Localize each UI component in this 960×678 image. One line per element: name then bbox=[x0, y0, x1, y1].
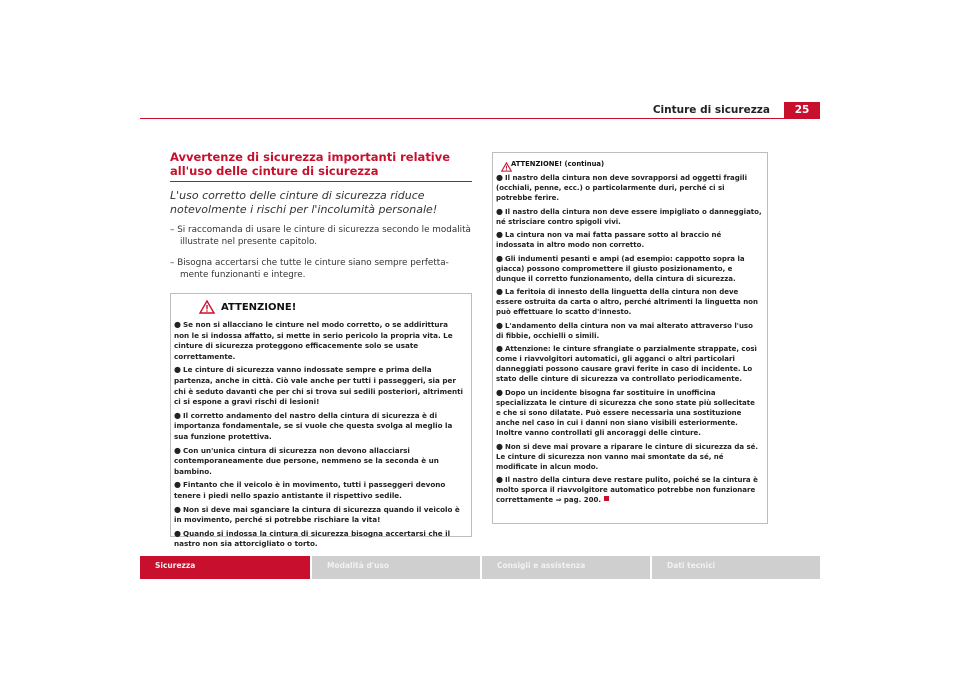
warning-item: ● Il nastro della cintura non deve sovrapporsi ad oggetti fragili (occhiali, penne, ecc.) o particolarmente duri, perché ci si potrebbe ferire. bbox=[496, 173, 747, 203]
section-intro: L'uso corretto delle cinture di sicurezza riduce notevolmente i rischi per l'incolumità personale! bbox=[170, 189, 438, 216]
page-number: 25 bbox=[784, 102, 820, 119]
warning-box-continued bbox=[492, 152, 768, 524]
warning-item: ● Il corretto andamento del nastro della cintura di sicurezza è di importanza fondamentale, se si vuole che questa svolga al meglio la sua funzione protettiva. bbox=[174, 410, 453, 441]
section-title-rule bbox=[170, 181, 472, 182]
warning-title: ATTENZIONE! bbox=[221, 302, 297, 313]
instruction-item: – Si raccomanda di usare le cinture di sicurezza secondo le modalità illustrate nel presente capitolo. bbox=[170, 225, 471, 247]
end-of-section-marker bbox=[604, 496, 609, 501]
warning-triangle-icon bbox=[199, 299, 215, 318]
warning-item: ● Attenzione: le cinture sfrangiate o parzialmente strappate, così come i riavvolgitori automatici, gli agganci o altri particolari danneggiati possono causare gravi ferite in caso di incidente. Lo stato delle cinture di sicurezza va controllato periodicamente. bbox=[496, 344, 757, 384]
page-reference-link[interactable]: ⇒ pag. 200. bbox=[555, 496, 602, 505]
section-title: Avvertenze di sicurezza importanti relative all'uso delle cinture di sicurezza bbox=[170, 150, 451, 178]
tab-dati-tecnici[interactable]: Dati tecnici bbox=[650, 556, 820, 579]
warning-item: ● Il nastro della cintura non deve essere impigliato o danneggiato, né strisciare contro spigoli vivi. bbox=[496, 206, 762, 226]
footer-nav bbox=[140, 556, 820, 579]
warning-list bbox=[171, 320, 471, 553]
tab-sicurezza[interactable]: Sicurezza bbox=[140, 556, 310, 579]
tab-modalita-d-uso[interactable]: Modalità d'uso bbox=[310, 556, 480, 579]
warning-item: ● Non si deve mai provare a riparare le cinture di sicurezza da sé. Le cinture di sicurezza non vanno mai smontate da sé, né modificate in alcun modo. bbox=[496, 441, 759, 471]
warning-continued-list bbox=[493, 173, 767, 509]
warning-box bbox=[170, 293, 472, 549]
warning-item: ● Con un'unica cintura di sicurezza non devono allacciarsi contemporaneamente due persone, nemmeno se la seconda è un bambino. bbox=[174, 445, 439, 476]
tab-consigli-e-assistenza[interactable]: Consigli e assistenza bbox=[480, 556, 650, 579]
warning-item: ● Gli indumenti pesanti e ampi (ad esempio: cappotto sopra la giacca) possono compromettere il giusto posizionamento, e dunque il corretto funzionamento, della cintura di sicurezza. bbox=[496, 253, 745, 283]
left-column bbox=[170, 150, 472, 290]
instruction-item: – Bisogna accertarsi che tutte le cinture siano sempre perfettamente funzionanti e integre. bbox=[170, 258, 449, 280]
header-rule bbox=[140, 118, 820, 119]
warning-item: ● Fintanto che il veicolo è in movimento, tutti i passeggeri devono tenere i piedi nello spazio antistante il rispettivo sedile. bbox=[174, 480, 446, 500]
warning-item: ● L'andamento della cintura non va mai alterato attraverso l'uso di fibbie, occhielli o simili. bbox=[496, 320, 753, 340]
warning-item: ● Il nastro della cintura deve restare pulito, poiché se la cintura è molto sporca il riavvolgitore automatico potrebbe non funzionare correttamente ⇒ pag. 200. bbox=[496, 475, 758, 505]
warning-item: ● La cintura non va mai fatta passare sotto al braccio né indossata in altro modo non corretto. bbox=[496, 230, 722, 250]
warning-item: ● Quando si indossa la cintura di sicurezza bisogna accertarsi che il nastro non sia attorcigliato o torto. bbox=[174, 528, 451, 549]
warning-item: ● Se non si allacciano le cinture nel modo corretto, o se addirittura non le si indossa affatto, si mette in serio pericolo la propria vita. Le cinture di sicurezza proteggono efficacemente solo se usate correttamente. bbox=[174, 320, 453, 361]
warning-item: ● Dopo un incidente bisogna far sostituire in unofficina specializzata le cinture di sicurezza che sono state più sollecitate e che si sono dilatate. Può essere necessaria una sostituzione anche nel caso in cui i danni non siano visibili esteriormente. Inoltre vanno controllati gli ancoraggi delle cinture. bbox=[496, 387, 755, 438]
warning-item: ● Non si deve mai sganciare la cintura di sicurezza quando il veicolo è in movimento, perché si potrebbe rischiare la vita! bbox=[174, 504, 460, 525]
running-header-title: Cinture di sicurezza bbox=[652, 104, 770, 116]
warning-item: ● La feritoia di innesto della linguetta della cintura non deve essere ostruita da carta o altro, perché altrimenti la linguetta non può effettuare lo scatto d'innesto. bbox=[496, 287, 758, 317]
warning-item: ● Le cinture di sicurezza vanno indossate sempre e prima della partenza, anche in città. Ciò vale anche per tutti i passeggeri, sia per chi è seduto davanti che per chi si trova sui sedili posteriori, altrimenti ci si espone a gravi rischi di lesioni! bbox=[174, 365, 463, 407]
warning-continued-title: ATTENZIONE! (continua) bbox=[511, 160, 605, 168]
